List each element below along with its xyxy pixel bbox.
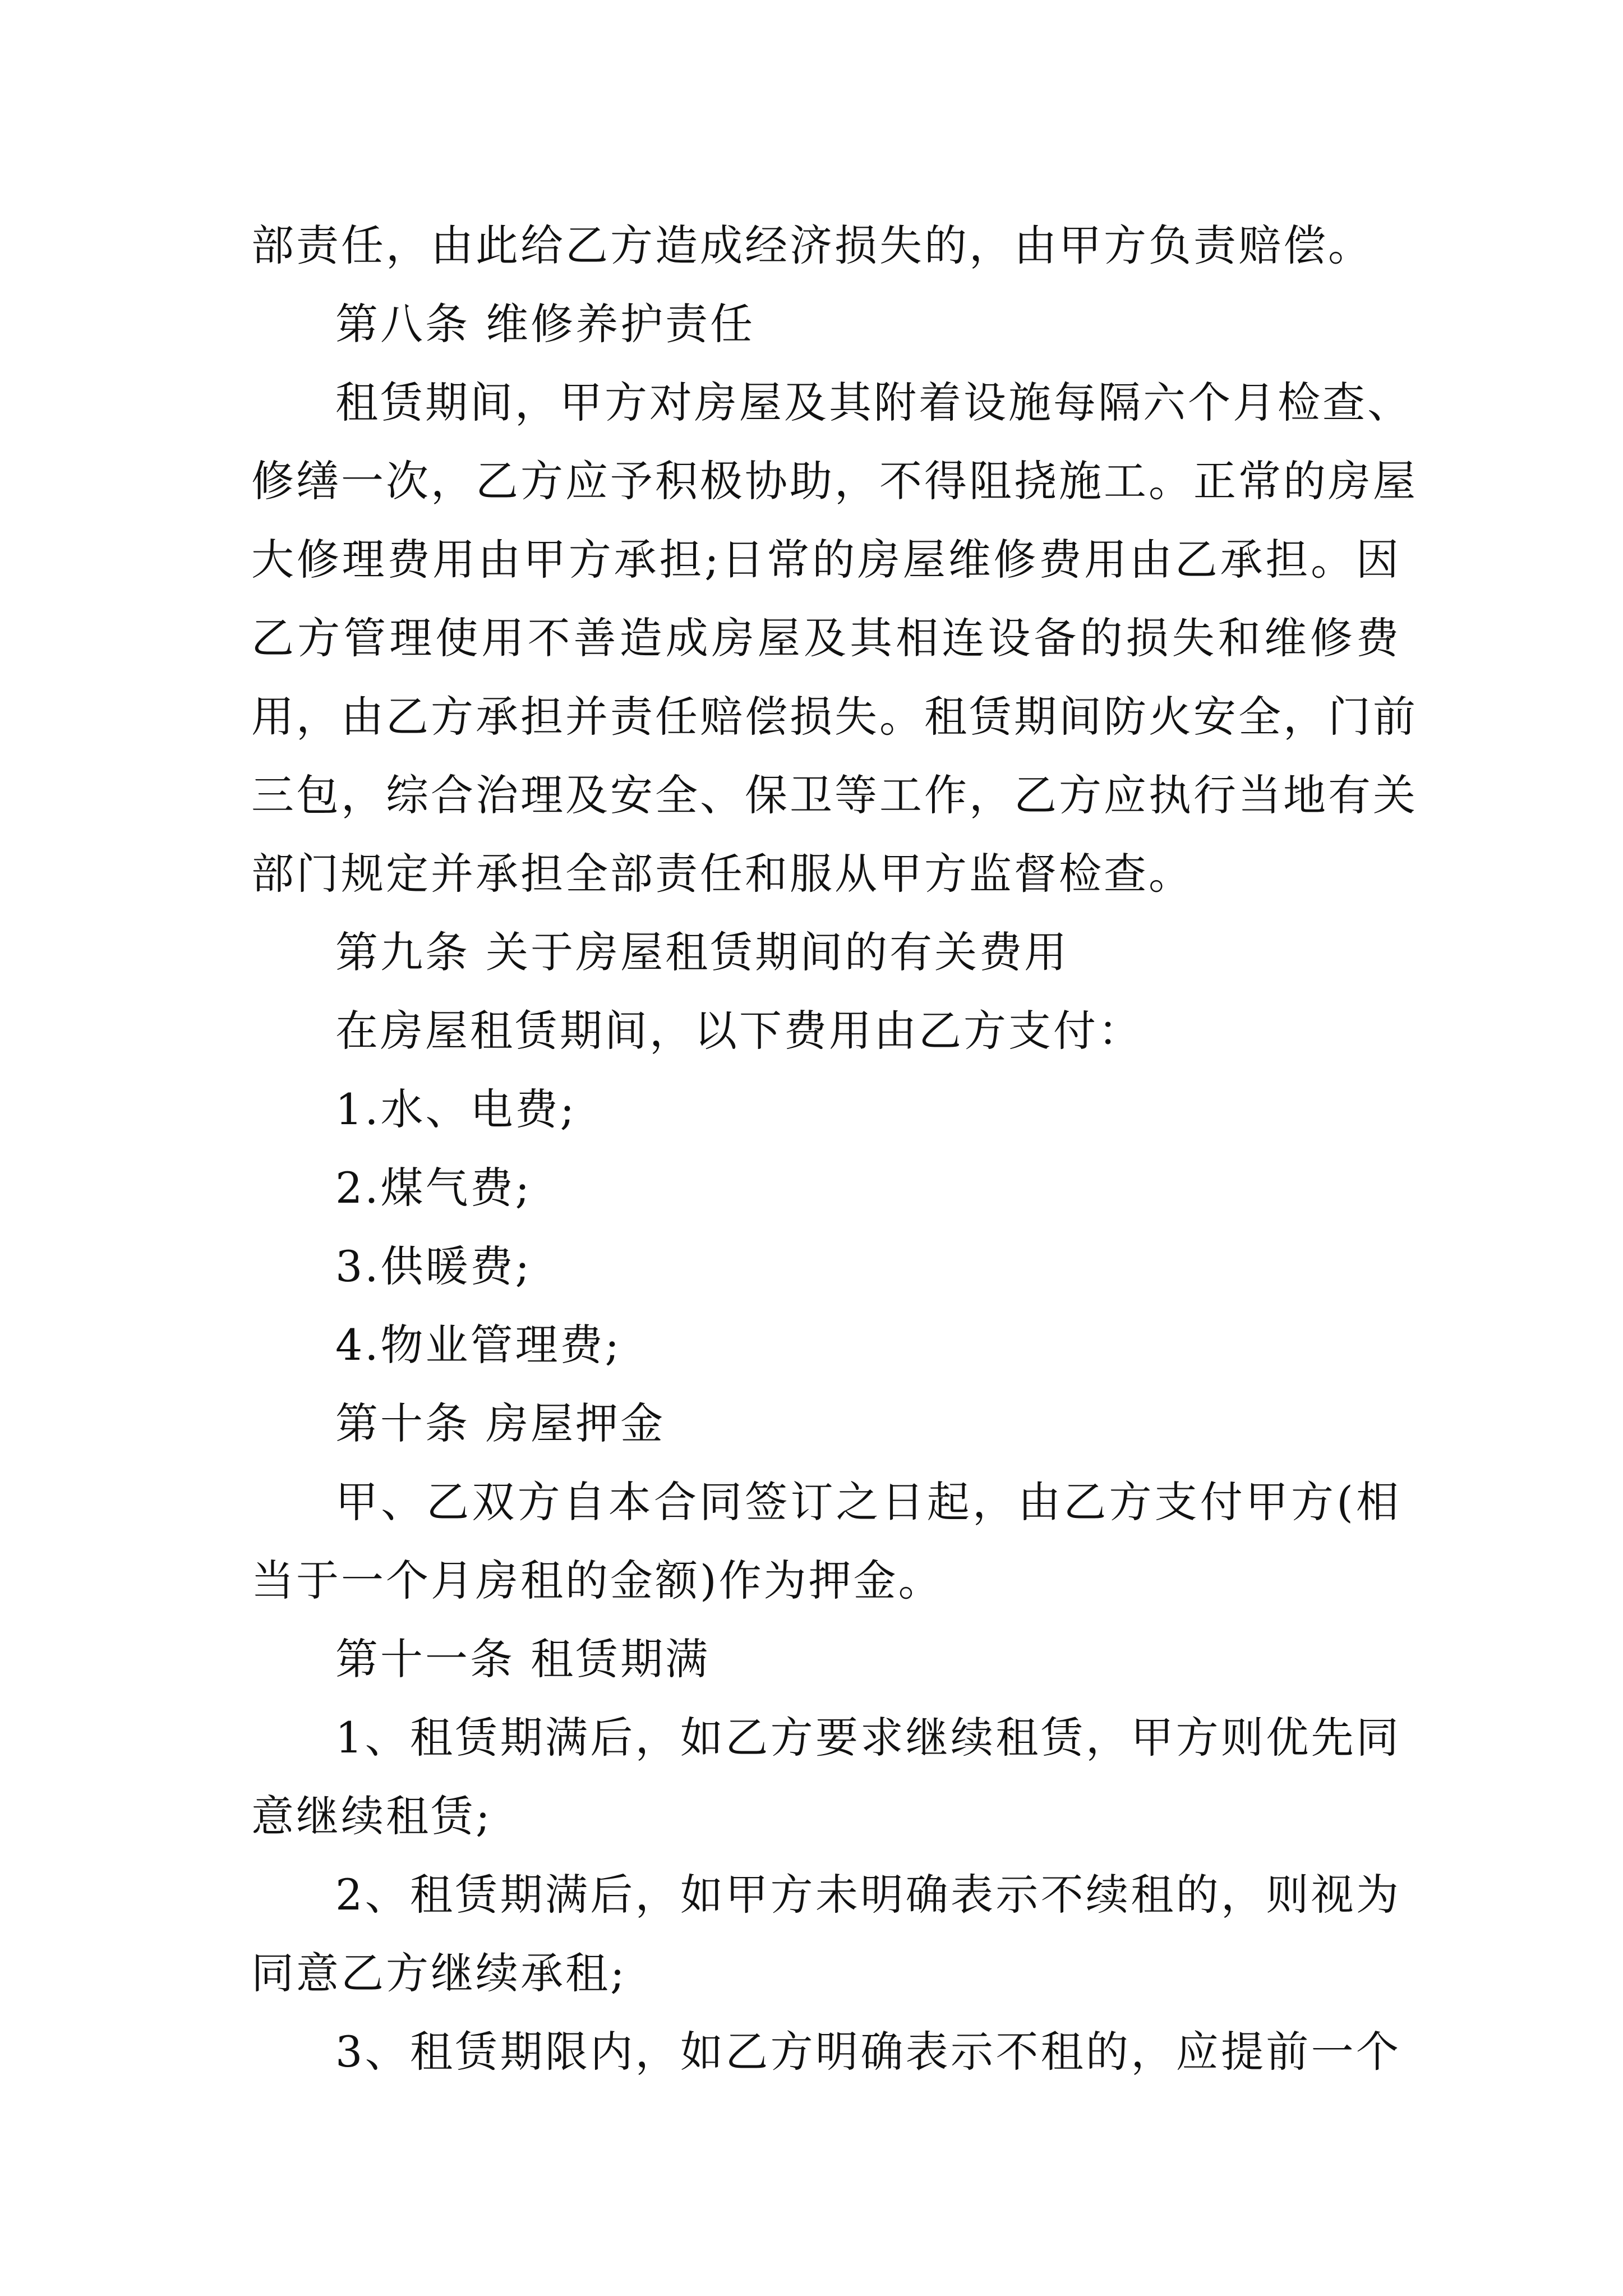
text-line-6: 乙方管理使用不善造成房屋及其相连设备的损失和维修费 — [251, 613, 1401, 663]
text-line-8: 三包，综合治理及安全、保卫等工作，乙方应执行当地有关 — [251, 770, 1418, 820]
text-line-18: 当于一个月房租的金额)作为押金。 — [251, 1556, 943, 1605]
text-line-3: 租赁期间，甲方对房屋及其附着设施每隔六个月检查、 — [335, 378, 1412, 427]
list-item-3: 3.供暖费; — [335, 1241, 532, 1291]
article-9-heading: 第九条 关于房屋租赁期间的有关费用 — [335, 927, 1069, 977]
text-line-5: 大修理费用由甲方承担;日常的房屋维修费用由乙承担。因 — [251, 535, 1401, 585]
list-item-4: 4.物业管理费; — [335, 1320, 622, 1370]
text-line-11: 在房屋租赁期间，以下费用由乙方支付： — [335, 1006, 1143, 1056]
list-item-2: 2.煤气费; — [335, 1163, 532, 1213]
article-11-heading: 第十一条 租赁期满 — [335, 1634, 711, 1684]
text-line-1: 部责任，由此给乙方造成经济损失的，由甲方负责赔偿。 — [251, 220, 1373, 270]
article-10-heading: 第十条 房屋押金 — [335, 1398, 666, 1448]
text-line-21: 意继续租赁; — [251, 1791, 492, 1841]
list-item-1: 1.水、电费; — [335, 1084, 577, 1134]
text-line-17: 甲、乙双方自本合同签订之日起，由乙方支付甲方(相 — [335, 1477, 1401, 1527]
text-line-20: 1、租赁期满后，如乙方要求继续租赁，甲方则优先同 — [335, 1713, 1401, 1763]
text-line-4: 修缮一次，乙方应予积极协助，不得阻挠施工。正常的房屋 — [251, 456, 1418, 506]
text-line-22: 2、租赁期满后，如甲方未明确表示不续租的，则视为 — [335, 1870, 1401, 1920]
text-line-7: 用，由乙方承担并责任赔偿损失。租赁期间防火安全，门前 — [251, 692, 1418, 742]
article-8-heading: 第八条 维修养护责任 — [335, 299, 755, 349]
text-line-9: 部门规定并承担全部责任和服从甲方监督检查。 — [251, 849, 1193, 899]
text-line-23: 同意乙方继续承租; — [251, 1948, 627, 1998]
text-line-24: 3、租赁期限内，如乙方明确表示不租的，应提前一个 — [335, 2027, 1401, 2077]
